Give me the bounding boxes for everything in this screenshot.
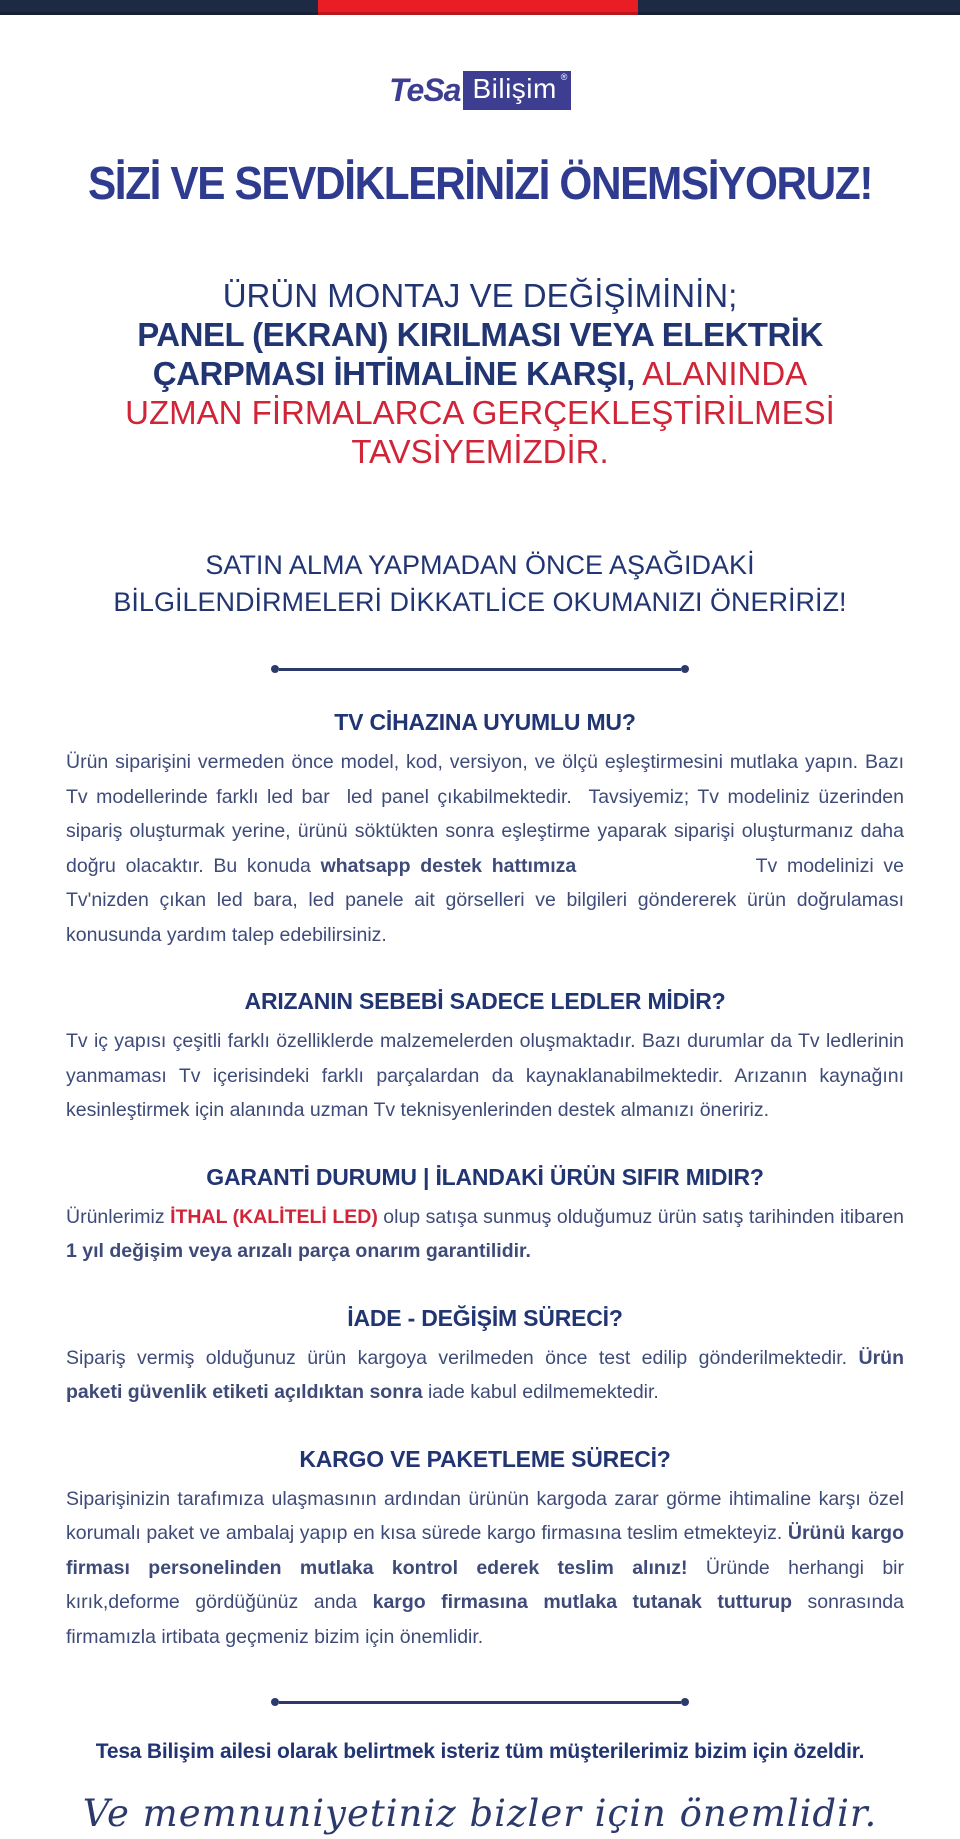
- subtitle-line: [0, 276, 960, 315]
- subtitle-line: [0, 393, 960, 432]
- subtitle-line: [0, 432, 960, 471]
- text-run: Ürünü kargo firması personelinden mutlaka kontrol ederek teslim alınız!: [66, 1522, 904, 1579]
- purchase-notice: [0, 547, 960, 621]
- info-section: [66, 1164, 904, 1269]
- subtitle-line: [0, 315, 960, 354]
- top-bar-red-middle: [318, 0, 638, 15]
- text-run: ÜRÜN MONTAJ VE DEĞİŞİMİNİN;: [222, 277, 738, 314]
- text-run: 1 yıl değişim veya arızalı parça onarım garantilidir.: [66, 1240, 531, 1262]
- info-section: [66, 1305, 904, 1410]
- section-heading: İADE - DEĞİŞİM SÜRECİ?: [347, 1304, 623, 1331]
- text-run: Siparişinizin tarafımıza ulaşmasının ardından ürünün kargoda zarar görme ihtimaline karşı özel korumalı paket ve ambalaj yapıp en kısa sürede kargo firmasına teslim etmekteyiz.: [66, 1487, 904, 1544]
- section-heading: ARIZANIN SEBEBİ SADECE LEDLER MİDİR?: [244, 988, 726, 1014]
- text-run: Sipariş vermiş olduğunuz ürün kargoya verilmeden önce test edilip gönderilmektedir.: [66, 1346, 859, 1369]
- divider-dot-right: [681, 665, 689, 673]
- info-sections: [0, 709, 960, 1654]
- text-run: iade kabul edilmemektedir.: [422, 1381, 659, 1403]
- page-title: SİZİ VE SEVDİKLERİNİZİ ÖNEMSİYORUZ!: [87, 157, 873, 209]
- text-run: Tv modelinizi ve Tv'nizden çıkan led bara, led panele ait görselleri ve bilgileri göndererek ürün doğrulaması konusunda yardım talep edebilirsiniz.: [66, 854, 904, 946]
- text-run: İTHAL (KALİTELİ LED): [170, 1205, 378, 1228]
- section-heading: GARANTİ DURUMU | İLANDAKİ ÜRÜN SIFIR MIDIR?: [206, 1163, 764, 1190]
- closing-statement: Tesa Bilişim ailesi olarak belirtmek isteriz tüm müşterilerimiz bizim için özeldir.: [95, 1740, 865, 1763]
- divider-dot-right: [681, 1698, 689, 1706]
- text-run: olup satışa sunmuş olduğumuz ürün satış tarihinden itibaren: [377, 1205, 904, 1228]
- logo-bilisim-box: [463, 71, 570, 110]
- text-run: kargo firmasına mutlaka tutanak tutturup: [372, 1591, 793, 1613]
- text-run: ÇARPMASI İHTİMALİNE KARŞI,: [152, 355, 635, 392]
- text-run: Üründe herhangi bir kırık,deforme gördüğünüz anda: [66, 1556, 904, 1613]
- text-run: whatsapp destek hattımıza: [320, 854, 577, 877]
- section-paragraph: [66, 1200, 904, 1269]
- text-run: Ürün paketi güvenlik etiketi açıldıktan sonra: [66, 1346, 904, 1403]
- divider-dot-left: [271, 665, 279, 673]
- divider-top: [271, 665, 689, 673]
- top-bar: [0, 0, 960, 15]
- brand-logo: [0, 71, 960, 110]
- divider-bottom: [271, 1698, 689, 1706]
- info-section: [66, 709, 904, 952]
- text-run: Tv iç yapısı çeşitli farklı özelliklerde malzemelerden oluşmaktadır. Bazı durumlar da Tv ledlerinin yanmaması Tv içerisindeki farklı parçalardan da kaynaklanabilmektedir. Arızanın kaynağını kesinleştirmek için alanında uzman Tv teknisyenlerinden destek almanızı öneririz.: [66, 1030, 904, 1121]
- info-section: [66, 988, 904, 1128]
- section-paragraph: [66, 1482, 904, 1655]
- logo-tesa-text: TeSa: [389, 72, 461, 108]
- divider-line: [279, 1701, 681, 1704]
- subtitle-line: [0, 354, 960, 393]
- text-run: Ürün siparişini vermeden önce model, kod, versiyon, ve ölçü eşleştirmesini mutlaka yapın. Bazı Tv modellerinde farklı led bar led panel çıkabilmektedir. Tavsiyemiz; Tv modeliniz üzerinden sipariş oluşturmak yerine, ürünü söktükten sonra eşleştirme yaparak siparişi oluşturmanız daha doğru olacaktır. Bu konuda: [66, 751, 904, 877]
- text-run: PANEL (EKRAN) KIRILMASI VEYA ELEKTRİK: [137, 316, 823, 353]
- top-bar-navy-right: [638, 0, 960, 15]
- divider-dot-left: [271, 1698, 279, 1706]
- section-heading: TV CİHAZINA UYUMLU MU?: [334, 709, 636, 735]
- text-run: Ürünlerimiz: [66, 1205, 171, 1228]
- text-run: TAVSİYEMİZDİR.: [351, 433, 609, 470]
- section-paragraph: [66, 1024, 904, 1128]
- top-bar-navy-left: [0, 0, 318, 15]
- closing-script-signature: Ve memnuniyetiniz bizler için önemlidir.: [82, 1792, 878, 1835]
- registered-trademark-icon: ®: [560, 72, 568, 82]
- section-heading: KARGO VE PAKETLEME SÜRECİ?: [299, 1445, 671, 1472]
- section-paragraph: [66, 745, 904, 952]
- notice-line-2: BİLGİLENDİRMELERİ DİKKATLİCE OKUMANIZI ÖNERİRİZ!: [113, 587, 847, 617]
- notice-line-1: SATIN ALMA YAPMADAN ÖNCE AŞAĞIDAKİ: [205, 550, 755, 580]
- text-run: ALANINDA: [634, 355, 808, 392]
- divider-line: [279, 668, 681, 671]
- text-run: UZMAN FİRMALARCA GERÇEKLEŞTİRİLMESİ: [125, 394, 835, 431]
- section-paragraph: [66, 1341, 904, 1410]
- subtitle-block: [0, 276, 960, 471]
- info-section: [66, 1446, 904, 1655]
- text-run: sonrasında firmamızla irtibata geçmeniz bizim için önemlidir.: [66, 1591, 905, 1648]
- logo-bilisim-text: Bilişim: [472, 73, 557, 104]
